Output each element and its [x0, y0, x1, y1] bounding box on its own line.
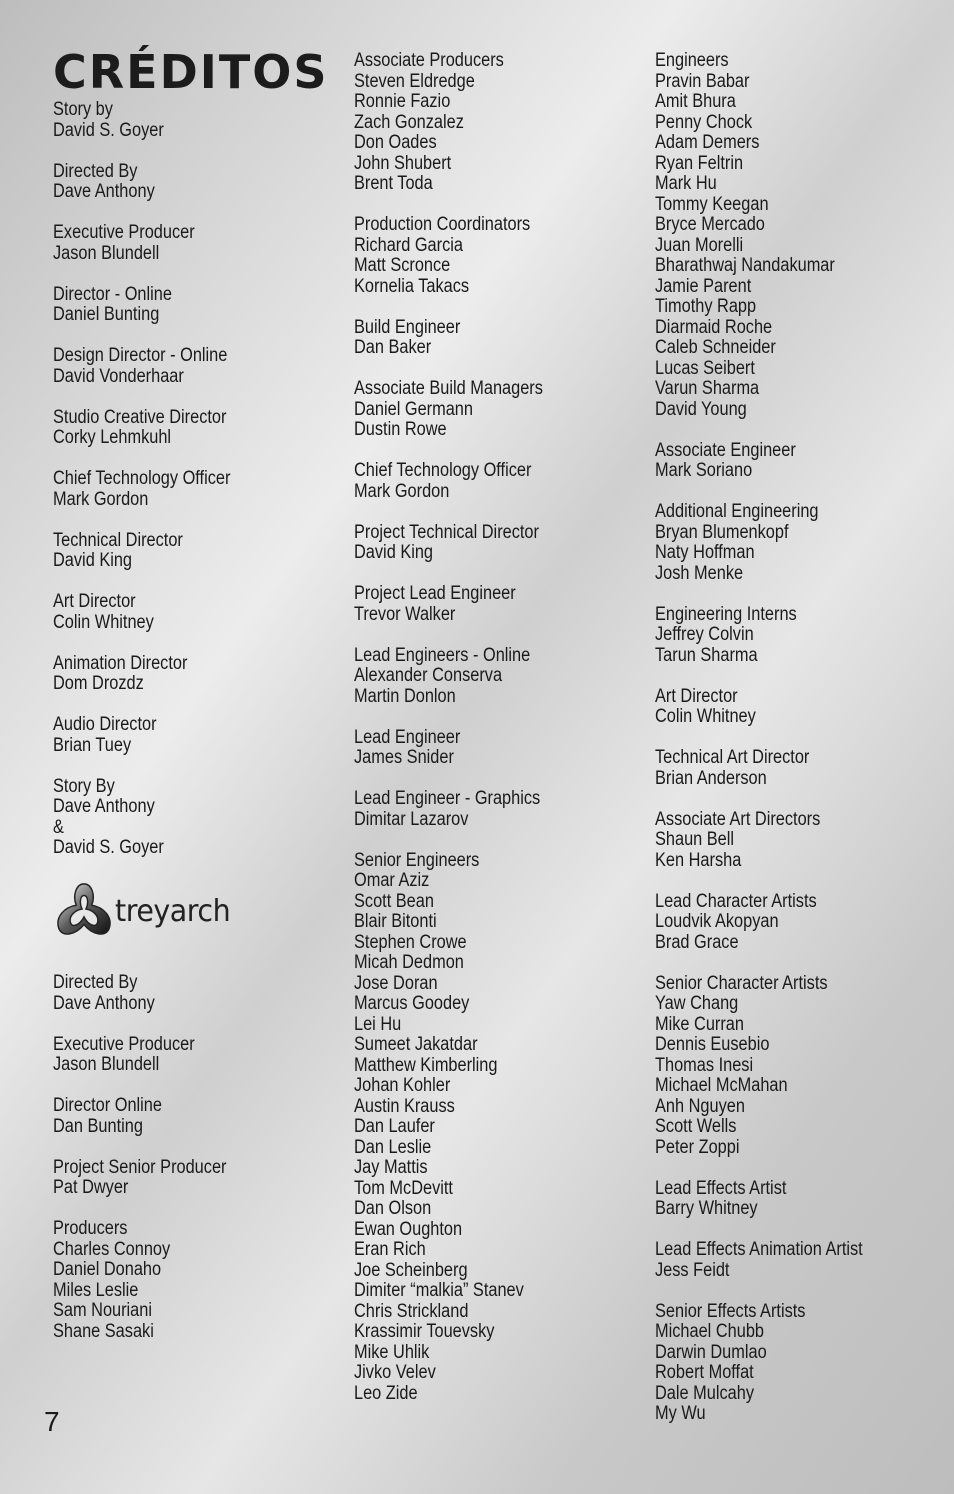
credit-name: Timothy Rapp [655, 296, 757, 317]
credit-group [655, 502, 950, 584]
credit-name: Johan Kohler [354, 1075, 451, 1096]
credit-name: Darwin Dumlao [655, 1341, 767, 1363]
credit-name: David Vonderhaar [53, 365, 184, 387]
credit-role: Technical Director [53, 529, 183, 551]
credit-role: Senior Effects Artists [655, 1300, 806, 1322]
credit-group [53, 223, 343, 264]
credit-name: Adam Demers [655, 132, 760, 153]
credit-name: Robert Moffat [655, 1362, 754, 1383]
credit-group [53, 654, 343, 695]
credit-name: Scott Bean [354, 890, 434, 912]
credits-column-2 [354, 51, 644, 1425]
credit-name: Ewan Oughton [354, 1218, 463, 1240]
credit-name: David Young [655, 398, 747, 420]
credit-role: Director Online [53, 1095, 162, 1116]
credit-group [53, 715, 343, 756]
credit-group [53, 346, 343, 387]
credit-name: Dave Anthony [53, 796, 155, 817]
credit-name: Kornelia Takacs [354, 275, 470, 297]
credit-name: Bryce Mercado [655, 214, 765, 235]
credit-group [354, 523, 644, 564]
credit-role: Senior Engineers [354, 849, 480, 871]
credit-role: Design Director - Online [53, 345, 228, 366]
credit-name: Caleb Schneider [655, 337, 776, 358]
credit-group [354, 318, 644, 359]
credit-group [53, 592, 343, 633]
credit-name: Jeffrey Colvin [655, 624, 754, 645]
credit-name: Penny Chock [655, 111, 753, 133]
credit-name: Marcus Goodey [354, 993, 470, 1014]
page-title: CRÉDITOS [53, 45, 329, 99]
credit-role: Engineering Interns [655, 603, 797, 625]
credit-name: Chris Strickland [354, 1300, 469, 1322]
credit-role: Associate Engineer [655, 439, 796, 461]
credit-group [53, 162, 343, 203]
credit-group [53, 777, 343, 859]
credit-name: David King [53, 550, 133, 571]
credit-name: Martin Donlon [354, 685, 456, 707]
credits-list-studio [53, 100, 343, 859]
credit-name: Sam Nouriani [53, 1300, 152, 1321]
credit-name: Krassimir Touevsky [354, 1321, 495, 1342]
credit-role: Lead Effects Animation Artist [655, 1239, 863, 1260]
credit-name: Barry Whitney [655, 1198, 758, 1219]
credit-name: Yaw Chang [655, 993, 739, 1014]
credit-name: Dennis Eusebio [655, 1034, 770, 1055]
credit-group [655, 1302, 950, 1425]
credit-group [354, 215, 644, 297]
credit-name: Matthew Kimberling [354, 1054, 498, 1076]
credit-role: Chief Technology Officer [354, 460, 532, 481]
credit-name: Jay Mattis [354, 1157, 428, 1178]
credit-name: Omar Aziz [354, 870, 430, 891]
credit-name: Mark Gordon [53, 488, 149, 510]
credit-name: Corky Lehmkuhl [53, 427, 172, 448]
credit-group [655, 441, 950, 482]
credit-group [354, 461, 644, 502]
credit-group [53, 408, 343, 449]
credit-name: Jason Blundell [53, 1054, 160, 1075]
credit-name: Dimitar Lazarov [354, 808, 469, 830]
credit-name: Daniel Bunting [53, 304, 160, 325]
credit-role: Director - Online [53, 283, 172, 305]
credit-role: Art Director [53, 591, 136, 612]
credit-name: My Wu [655, 1403, 706, 1424]
credit-name: John Shubert [354, 152, 452, 174]
credit-name: Dustin Rowe [354, 419, 447, 440]
credit-role: Lead Engineers - Online [354, 644, 531, 666]
treyarch-logo [53, 879, 343, 943]
credit-group [53, 469, 343, 510]
credit-role: Lead Effects Artist [655, 1177, 787, 1199]
credits-list-project [53, 973, 343, 1342]
credit-name: Stephen Crowe [354, 931, 467, 953]
credit-name: Dom Drozdz [53, 673, 144, 694]
credit-group [53, 973, 343, 1014]
credit-role: Lead Engineer [354, 726, 461, 748]
credit-name: Naty Hoffman [655, 542, 755, 563]
credit-group [354, 379, 644, 441]
credit-name: Bharathwaj Nandakumar [655, 255, 835, 276]
credit-role: Project Lead Engineer [354, 583, 516, 604]
credit-name: Alexander Conserva [354, 665, 503, 686]
credit-role: Associate Build Managers [354, 378, 543, 399]
credit-role: Executive Producer [53, 1033, 195, 1055]
credit-name: Josh Menke [655, 562, 744, 584]
credit-name: Colin Whitney [53, 611, 154, 633]
credit-role: Senior Character Artists [655, 972, 828, 994]
credit-name: Amit Bhura [655, 91, 736, 112]
credit-role: Story By [53, 775, 115, 797]
credit-role: Production Coordinators [354, 214, 531, 235]
credit-name: David S. Goyer [53, 119, 164, 141]
credit-name: Brent Toda [354, 173, 433, 194]
credit-role: Executive Producer [53, 222, 195, 243]
credit-group [655, 1240, 950, 1281]
credit-name: Varun Sharma [655, 378, 760, 399]
credit-role: Animation Director [53, 652, 188, 674]
credit-name: Anh Nguyen [655, 1095, 745, 1117]
page-number: 7 [44, 1406, 60, 1437]
credit-name: Jess Feidt [655, 1259, 730, 1281]
credit-role: Project Technical Director [354, 521, 539, 543]
credit-name: Dave Anthony [53, 181, 155, 202]
credit-group [655, 748, 950, 789]
credit-name: Mark Soriano [655, 460, 753, 481]
credit-name: Lucas Seibert [655, 357, 755, 379]
credit-role: Lead Character Artists [655, 890, 817, 912]
credit-group [354, 51, 644, 195]
credit-name: Peter Zoppi [655, 1136, 740, 1158]
credit-name: Jose Doran [354, 972, 438, 994]
credit-role: Lead Engineer - Graphics [354, 788, 541, 809]
credit-role: Associate Art Directors [655, 808, 821, 830]
credit-role: Build Engineer [354, 316, 461, 338]
credit-group [53, 1035, 343, 1076]
credit-group [655, 810, 950, 872]
credit-name: Brian Anderson [655, 767, 767, 789]
credit-role: Story by [53, 99, 113, 120]
credit-role: Associate Producers [354, 50, 504, 71]
credit-group [655, 1179, 950, 1220]
credit-group [354, 646, 644, 708]
credit-name: Mike Uhlik [354, 1341, 430, 1363]
treyarch-logo-icon [53, 880, 115, 942]
credit-name: Dan Baker [354, 337, 432, 358]
credit-name: Pravin Babar [655, 70, 750, 92]
credit-name: Jivko Velev [354, 1362, 436, 1383]
credit-name: Michael McMahan [655, 1075, 788, 1096]
credit-name: & [53, 816, 64, 838]
credit-name: Ken Harsha [655, 849, 742, 871]
credit-name: Shane Sasaki [53, 1320, 154, 1342]
credit-name: Dan Laufer [354, 1116, 435, 1137]
credit-name: Mark Hu [655, 173, 717, 194]
credit-name: David King [354, 542, 434, 563]
credit-group [53, 531, 343, 572]
credit-name: Tom McDevitt [354, 1177, 453, 1199]
credit-name: Mike Curran [655, 1013, 744, 1035]
credit-role: Project Senior Producer [53, 1156, 227, 1178]
credit-group [53, 1219, 343, 1342]
credit-group [655, 51, 950, 420]
credit-name: Leo Zide [354, 1382, 418, 1404]
credit-name: Daniel Germann [354, 398, 473, 420]
credit-name: Shaun Bell [655, 829, 735, 850]
credit-name: Don Oades [354, 132, 437, 153]
treyarch-wordmark: treyarch [115, 893, 231, 929]
credit-name: Lei Hu [354, 1013, 402, 1035]
credit-name: Steven Eldredge [354, 70, 475, 92]
credit-group [53, 285, 343, 326]
credit-name: Brian Tuey [53, 734, 132, 756]
credit-name: James Snider [354, 747, 454, 768]
credit-group [354, 789, 644, 830]
credit-role: Technical Art Director [655, 747, 810, 768]
credit-name: Michael Chubb [655, 1321, 765, 1342]
credit-role: Audio Director [53, 714, 157, 735]
credit-name: Diarmaid Roche [655, 316, 773, 338]
credit-name: Blair Bitonti [354, 911, 437, 932]
credit-name: Dan Bunting [53, 1115, 143, 1137]
credit-name: Dan Olson [354, 1198, 432, 1219]
credit-name: Thomas Inesi [655, 1054, 754, 1076]
credit-name: David S. Goyer [53, 837, 164, 858]
credit-name: Colin Whitney [655, 706, 756, 727]
credit-role: Directed By [53, 160, 138, 182]
credit-name: Matt Scronce [354, 255, 451, 276]
credit-name: Loudvik Akopyan [655, 911, 779, 932]
credit-name: Austin Krauss [354, 1095, 455, 1117]
credits-column-1 [53, 45, 343, 1363]
credit-group [655, 892, 950, 954]
credit-group [655, 687, 950, 728]
credit-name: Mark Gordon [354, 480, 450, 502]
credit-name: Dan Leslie [354, 1136, 432, 1158]
credit-group [53, 1096, 343, 1137]
credit-group [655, 974, 950, 1159]
credit-role: Chief Technology Officer [53, 468, 231, 489]
credit-name: Pat Dwyer [53, 1177, 129, 1198]
credit-role: Engineers [655, 50, 729, 71]
credit-name: Ronnie Fazio [354, 91, 451, 112]
credit-name: Juan Morelli [655, 234, 744, 256]
credit-name: Dimiter “malkia” Stanev [354, 1280, 524, 1301]
credit-name: Tarun Sharma [655, 644, 758, 666]
credit-group [53, 1158, 343, 1199]
credit-name: Sumeet Jakatdar [354, 1034, 478, 1055]
credit-name: Jamie Parent [655, 275, 752, 297]
credit-name: Joe Scheinberg [354, 1259, 468, 1281]
credit-name: Zach Gonzalez [354, 111, 464, 133]
credit-name: Scott Wells [655, 1116, 737, 1137]
credit-name: Richard Garcia [354, 234, 463, 256]
credit-name: Eran Rich [354, 1239, 426, 1260]
credit-role: Additional Engineering [655, 501, 819, 522]
credit-group [354, 728, 644, 769]
credits-column-3 [655, 51, 950, 1445]
credit-name: Daniel Donaho [53, 1259, 162, 1280]
credit-name: Bryan Blumenkopf [655, 521, 789, 543]
credit-role: Directed By [53, 972, 138, 993]
credit-name: Brad Grace [655, 931, 739, 953]
credit-group [655, 605, 950, 667]
credit-name: Jason Blundell [53, 242, 160, 264]
credit-name: Charles Connoy [53, 1238, 171, 1260]
credit-role: Studio Creative Director [53, 406, 227, 428]
credit-name: Dale Mulcahy [655, 1382, 754, 1404]
credit-group [53, 100, 343, 141]
credit-group [354, 851, 644, 1405]
credit-name: Miles Leslie [53, 1279, 139, 1301]
credit-name: Dave Anthony [53, 992, 155, 1014]
credit-role: Producers [53, 1218, 128, 1239]
credit-name: Tommy Keegan [655, 193, 769, 215]
credit-name: Trevor Walker [354, 603, 456, 625]
credit-name: Ryan Feltrin [655, 152, 744, 174]
credit-group [354, 584, 644, 625]
credit-role: Art Director [655, 685, 738, 707]
credit-name: Micah Dedmon [354, 952, 464, 973]
